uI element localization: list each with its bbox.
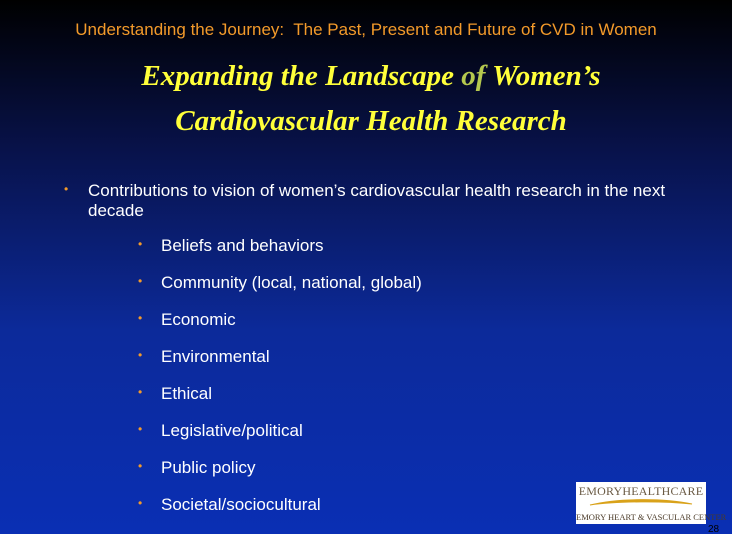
bullet-icon: •	[138, 496, 143, 510]
sub-bullet-item	[136, 495, 636, 532]
sub-bullet-text: Legislative/political	[161, 421, 303, 440]
main-bullet-text: Contributions to vision of women’s cardiovascular health research in the next decade	[88, 181, 666, 220]
sub-bullet-item	[136, 273, 636, 310]
sub-bullet-item	[136, 310, 636, 347]
title-text-part: Women’s	[485, 60, 601, 92]
slide-subtitle: Understanding the Journey: The Past, Present and Future of CVD in Women	[75, 20, 657, 39]
bullet-icon: •	[138, 459, 143, 473]
sub-bullet-text: Environmental	[161, 347, 270, 366]
sub-bullet-text: Community (local, national, global)	[161, 273, 422, 292]
bullet-icon: •	[138, 274, 143, 288]
logo-name: EMORYHEALTHCARE	[578, 484, 704, 498]
logo-tagline: EMORY HEART & VASCULAR CENTER	[576, 512, 727, 522]
page-number: 28	[708, 524, 720, 534]
bullet-icon: •	[64, 182, 69, 196]
main-bullet	[64, 181, 704, 221]
logo-swoosh-path	[590, 500, 692, 505]
bullet-icon: •	[138, 422, 143, 436]
title-of-word: of	[461, 60, 486, 92]
title-text-part: Expanding the Landscape	[141, 60, 462, 92]
sub-bullet-item	[136, 458, 636, 495]
sub-bullet-text: Societal/sociocultural	[161, 495, 321, 514]
sub-bullet-text: Economic	[161, 310, 236, 329]
slide-title	[0, 54, 732, 144]
sub-bullet-item	[136, 384, 636, 421]
emory-healthcare-logo	[576, 482, 727, 524]
sub-bullet-text: Beliefs and behaviors	[161, 236, 324, 255]
sub-bullet-item	[136, 421, 636, 458]
logo-swoosh-icon	[588, 497, 694, 509]
sub-bullet-item	[136, 347, 636, 384]
bullet-icon: •	[138, 385, 143, 399]
bullet-icon: •	[138, 311, 143, 325]
title-line-2: Cardiovascular Health Research	[175, 105, 567, 137]
sub-bullet-list	[136, 236, 636, 532]
bullet-icon: •	[138, 348, 143, 362]
sub-bullet-text: Ethical	[161, 384, 213, 403]
bullet-icon: •	[138, 237, 143, 251]
sub-bullet-text: Public policy	[161, 458, 256, 477]
title-line-1	[0, 54, 732, 99]
sub-bullet-item	[136, 236, 636, 273]
